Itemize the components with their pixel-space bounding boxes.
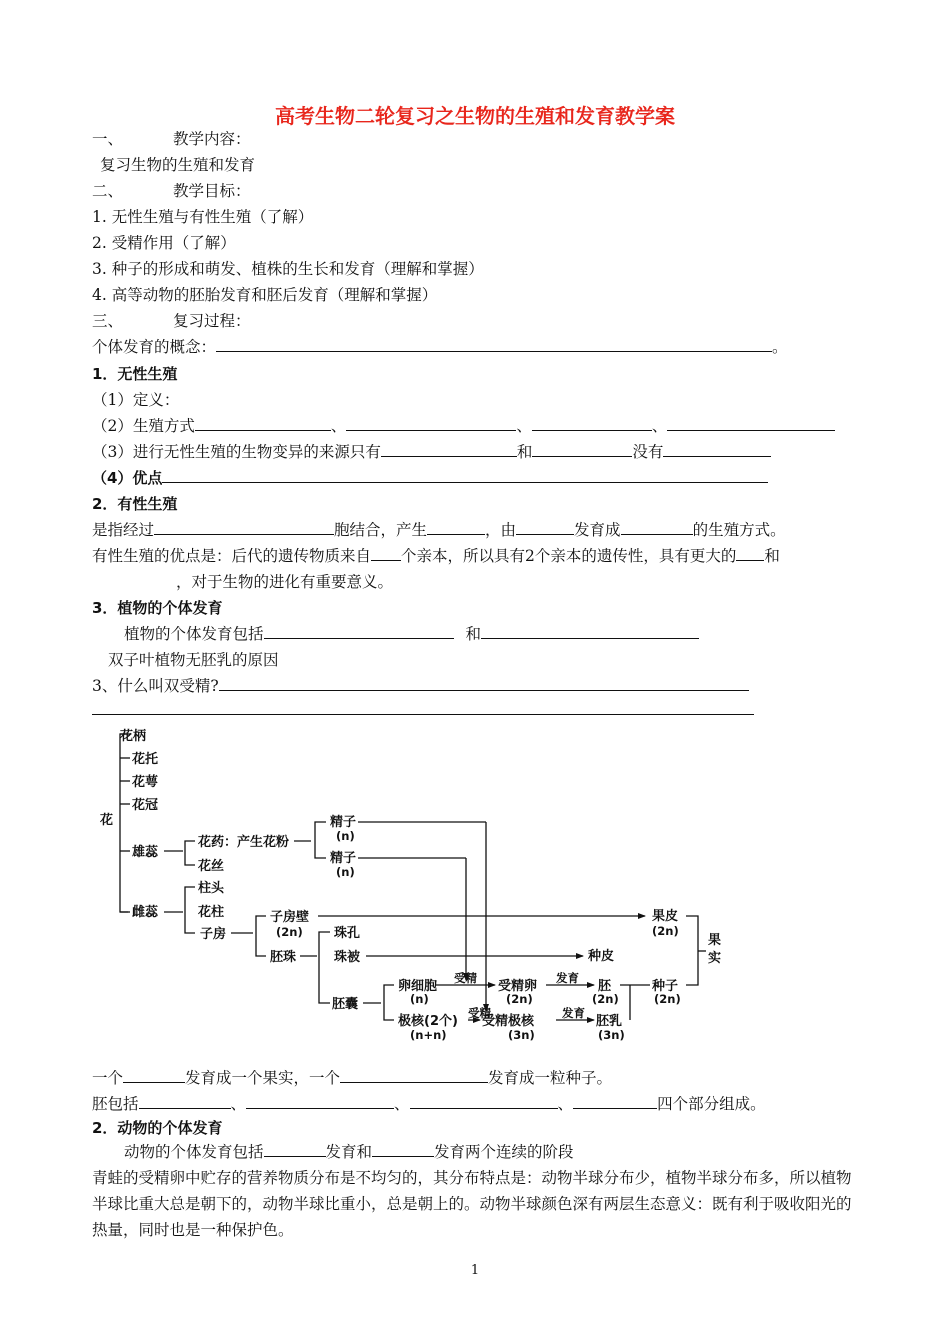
goal-item: 1. 无性生殖与有性生殖（了解） <box>92 208 314 226</box>
diagram-flower-part: 花冠 <box>132 798 159 813</box>
animal-incl-text: 发育两个连续的阶段 <box>434 1143 574 1161</box>
variation-text-c: 没有 <box>632 443 664 461</box>
dicot-question: 双子叶植物无胚乳的原因 <box>108 651 279 669</box>
diagram-embryo-sac: 胚囊 <box>332 997 359 1012</box>
diagram-develop-label: 发育 <box>556 971 579 985</box>
sexual-adv-text: 和 <box>764 547 780 565</box>
animal-incl-text: 动物的个体发育包括 <box>124 1143 264 1161</box>
embryo-parts-text: 四个部分组成。 <box>657 1095 766 1113</box>
frog-egg-paragraph: 青蛙的受精卵中贮存的营养物质分布是不均匀的，其分布特点是：动物半球分布少，植物半球分布多，所以植物半球比重大总是朝下的，动物半球比重小，总是朝上的。动物半球颜色深有两层生态意义：既有利于吸收阳光的热量，同时也是一种保护色。 <box>92 1169 852 1239</box>
diagram-ovary: 子房 <box>200 927 227 942</box>
sexual-text: 是指经过 <box>92 521 155 539</box>
diagram-seed-coat: 种皮 <box>588 949 615 964</box>
diagram-polar-ploidy: (n+n) <box>410 1028 447 1042</box>
variation-text-b: 和 <box>516 443 533 461</box>
diagram-stigma: 柱头 <box>198 881 225 896</box>
sexual-adv-text: 个亲本，所以具有2个亲本的遗传性，具有更大的 <box>401 547 737 565</box>
separator: 、 <box>651 417 668 435</box>
diagram-develop-label: 发育 <box>562 1006 585 1020</box>
diagram-seed-ploidy: (2n) <box>654 992 681 1006</box>
diagram-ovule: 胚珠 <box>270 950 297 965</box>
variation-text-a: （3）进行无性生殖的生物变异的来源只有 <box>92 443 381 461</box>
diagram-embryo: 胚 <box>598 979 612 994</box>
plant-heading: 3．植物的个体发育 <box>92 599 223 617</box>
section-2-label: 教学目标： <box>173 182 251 200</box>
blank-embryo-1[interactable] <box>139 1094 231 1109</box>
animal-development-line <box>124 1142 574 1162</box>
diagram-flower-part: 花萼 <box>132 775 159 790</box>
diagram-flower-part: 花柄 <box>120 729 147 744</box>
diagram-pistil: 雌蕊 <box>132 905 159 920</box>
animal-heading: 2．动物的个体发育 <box>92 1119 223 1137</box>
goal-item: 3. 种子的形成和萌发、植株的生长和发育（理解和掌握） <box>92 260 484 278</box>
fruit-seed-text: 发育成一个果实，一个 <box>185 1069 341 1087</box>
section-1-label: 教学内容： <box>173 130 251 148</box>
diagram-embryo-ploidy: (2n) <box>592 992 619 1006</box>
diagram-seed: 种子 <box>652 979 679 994</box>
diagram-flower-part: 花托 <box>132 752 159 767</box>
fruit-seed-text: 一个 <box>92 1069 124 1087</box>
teaching-content: 复习生物的生殖和发育 <box>100 156 256 174</box>
separator: 、 <box>330 417 347 435</box>
diagram-sperm-2: 精子 <box>330 851 357 866</box>
asexual-definition: （1）定义： <box>92 391 180 409</box>
diagram-anther: 花药：产生花粉 <box>198 835 290 850</box>
page-title: 高考生物二轮复习之生物的生殖和发育教学案 <box>275 104 675 128</box>
diagram-ovary-wall-ploidy: (2n) <box>276 925 303 939</box>
advantage-label: （4）优点 <box>92 469 163 487</box>
sexual-advantage-cont: ，对于生物的进化有重要意义。 <box>176 573 394 591</box>
double-fertilization-question: 3、什么叫双受精? <box>92 677 219 695</box>
asexual-heading: 1．无性生殖 <box>92 365 178 383</box>
diagram-pericarp-ploidy: (2n) <box>652 924 679 938</box>
diagram-fertilized-polar-ploidy: (3n) <box>508 1028 535 1042</box>
goal-item: 4. 高等动物的胚胎发育和胚后发育（理解和掌握） <box>92 286 438 304</box>
blank-animal-1[interactable] <box>264 1142 326 1157</box>
blank-embryo-2[interactable] <box>246 1094 394 1109</box>
concept-label: 个体发育的概念： <box>92 338 217 356</box>
separator: 、 <box>394 1095 410 1113</box>
blank-fruit[interactable] <box>123 1068 185 1083</box>
section-2-number: 二、 <box>92 182 124 200</box>
concept-end: 。 <box>772 338 788 356</box>
blank-embryo-4[interactable] <box>573 1094 657 1109</box>
diagram-ovary-wall: 子房壁 <box>270 910 310 925</box>
diagram-egg-cell: 卵细胞 <box>398 979 438 994</box>
diagram-fertilization-label: 受精 <box>454 971 477 985</box>
fruit-seed-line <box>92 1068 612 1088</box>
separator: 、 <box>516 417 532 435</box>
sexual-text: 的生殖方式。 <box>692 521 786 539</box>
sexual-text: 发育成 <box>574 521 621 539</box>
embryo-parts-text: 胚包括 <box>92 1095 139 1113</box>
separator: 、 <box>557 1095 574 1113</box>
diagram-endosperm: 胚乳 <box>596 1014 623 1029</box>
embryo-parts-line <box>92 1094 766 1114</box>
asexual-ways-label: （2）生殖方式 <box>92 417 195 435</box>
diagram-flower: 花 <box>100 813 114 828</box>
diagram-stamen: 雄蕊 <box>132 845 159 860</box>
plant-incl-and: 和 <box>465 625 482 643</box>
diagram-sperm-ploidy: (n) <box>336 865 355 879</box>
sexual-heading: 2．有性生殖 <box>92 495 178 513</box>
section-3-number: 三、 <box>92 312 124 330</box>
sexual-text: 胞结合，产生 <box>334 521 428 539</box>
diagram-fruit-char: 果 <box>708 933 722 948</box>
section-3-label: 复习过程： <box>173 312 251 330</box>
diagram-style: 花柱 <box>198 905 225 920</box>
diagram-endosperm-ploidy: (3n) <box>598 1028 625 1042</box>
diagram-zygote-ploidy: (2n) <box>506 992 533 1006</box>
plant-incl-text: 植物的个体发育包括 <box>124 625 264 643</box>
blank-seed[interactable] <box>340 1068 488 1083</box>
diagram-fertilization-label: 受精 <box>468 1006 491 1020</box>
diagram-micropyle: 珠孔 <box>334 926 361 941</box>
page-number: 1 <box>470 1263 480 1278</box>
diagram-sperm-ploidy: (n) <box>336 829 355 843</box>
sexual-text: ，由 <box>485 521 517 539</box>
diagram-integument: 珠被 <box>334 950 361 965</box>
blank-animal-2[interactable] <box>372 1142 434 1157</box>
goal-item: 2. 受精作用（了解） <box>92 234 236 252</box>
diagram-fertilized-polar: 受精极核 <box>482 1014 535 1029</box>
section-1-number: 一、 <box>92 130 124 148</box>
separator: 、 <box>230 1095 247 1113</box>
diagram-polar-nuclei: 极核(2个) <box>398 1014 458 1029</box>
diagram-sperm-1: 精子 <box>330 815 357 830</box>
diagram-pericarp: 果皮 <box>652 909 679 924</box>
fruit-seed-text: 发育成一粒种子。 <box>488 1069 613 1087</box>
animal-incl-text: 发育和 <box>325 1143 373 1161</box>
diagram-zygote: 受精卵 <box>498 979 538 994</box>
diagram-filament: 花丝 <box>198 859 225 874</box>
diagram-egg-ploidy: (n) <box>410 992 429 1006</box>
sexual-adv-text: 有性生殖的优点是：后代的遗传物质来自 <box>92 547 372 565</box>
diagram-fruit-char: 实 <box>708 951 722 966</box>
blank-embryo-3[interactable] <box>410 1094 558 1109</box>
